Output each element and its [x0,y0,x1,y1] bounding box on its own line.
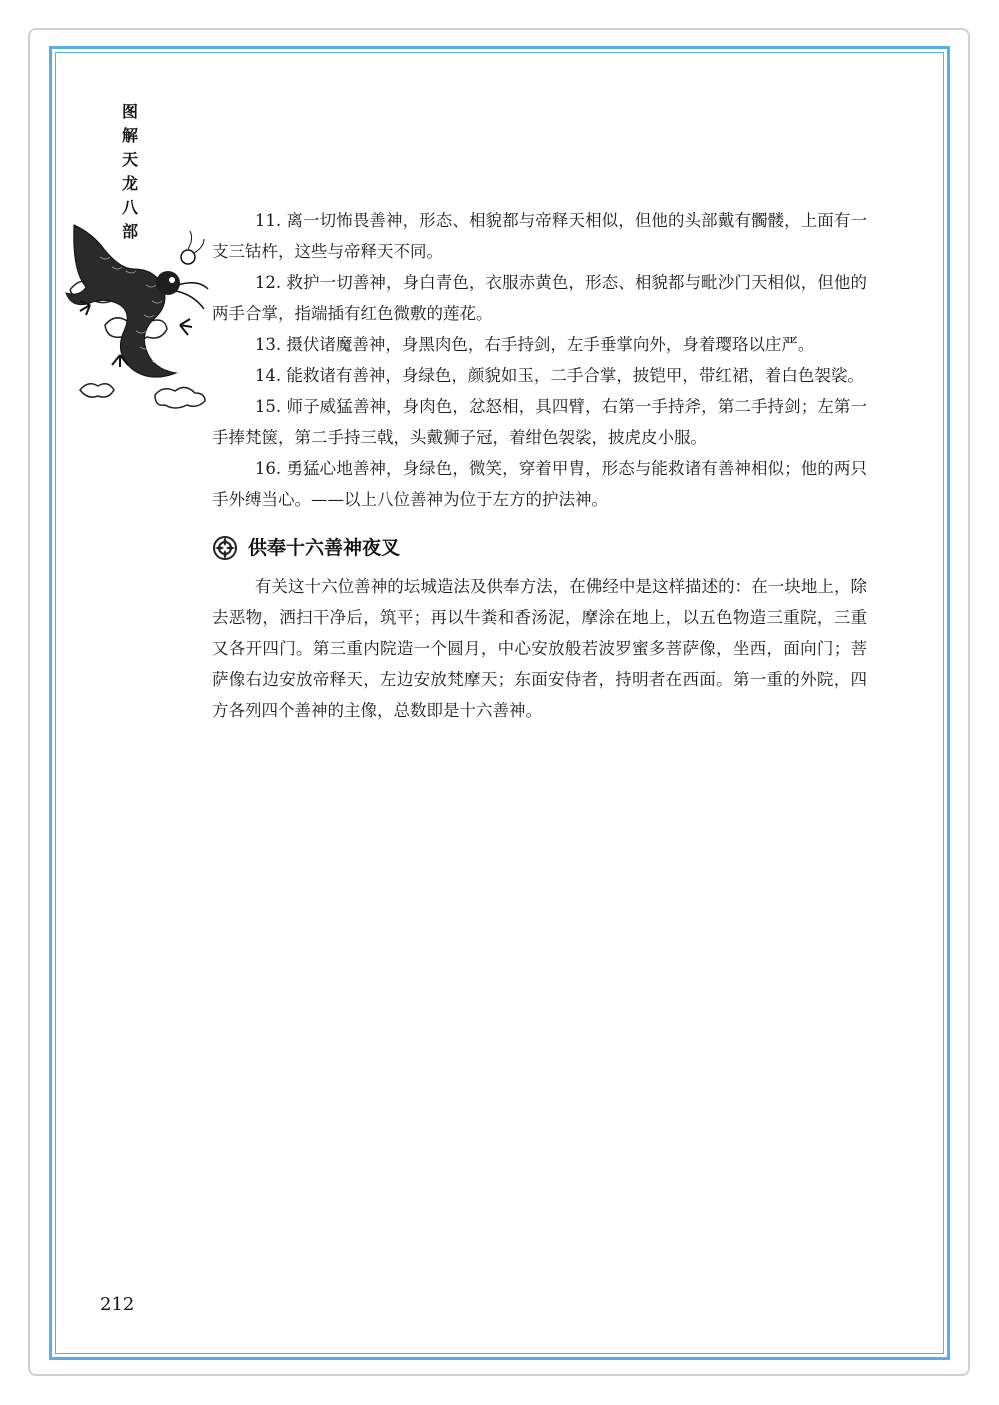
side-title-char: 部 [121,222,138,241]
main-text [212,205,867,726]
page-number: 212 [100,1294,135,1315]
dragon-illustration-icon [60,205,210,410]
lotus-icon [212,535,238,561]
section-heading [212,533,867,563]
paragraph: 16. 勇猛心地善神，身绿色，微笑，穿着甲胄，形态与能救诸有善神相似；他的两只手外缚当心。——以上八位善神为位于左方的护法神。 [212,459,867,509]
paragraph: 有关这十六位善神的坛城造法及供奉方法，在佛经中是这样描述的：在一块地上，除去恶物，洒扫干净后，筑平；再以牛粪和香汤泥，摩涂在地上，以五色物造三重院，三重又各开四门。第三重内院造一个圆月，中心安放般若波罗蜜多菩萨像，坐西，面向门；菩萨像右边安放帝释天，左边安放梵摩天；东面安侍者，持明者在西面。第一重的外院，四方各列四个善神的主像，总数即是十六善神。 [212,577,867,720]
side-title-char: 图 [121,102,138,121]
paragraph: 12. 救护一切善神，身白青色，衣服赤黄色，形态、相貌都与毗沙门天相似，但他的两手合掌，指端插有红色微敷的莲花。 [212,273,867,323]
section-heading-text: 供奉十六善神夜叉 [248,537,401,559]
paragraph: 13. 摄伏诸魔善神，身黑肉色，右手持剑，左手垂掌向外，身着璎珞以庄严。 [254,335,815,354]
side-title-char: 龙 [121,174,138,193]
side-title-char: 解 [121,126,138,145]
paragraph: 14. 能救诸有善神，身绿色，颜貌如玉，二手合掌，披铠甲，带红裙，着白色袈裟。 [254,366,864,385]
side-title-char: 八 [121,198,138,217]
paragraph: 11. 离一切怖畏善神，形态、相貌都与帝释天相似，但他的头部戴有髑髅，上面有一支三钴杵，这些与帝释天不同。 [212,211,867,261]
side-title-char: 天 [121,150,138,169]
paragraph: 15. 师子威猛善神，身肉色，忿怒相，具四臂，右第一手持斧，第二手持剑；左第一手捧梵箧，第二手持三戟，头戴狮子冠，着绀色袈裟，披虎皮小服。 [212,397,867,447]
